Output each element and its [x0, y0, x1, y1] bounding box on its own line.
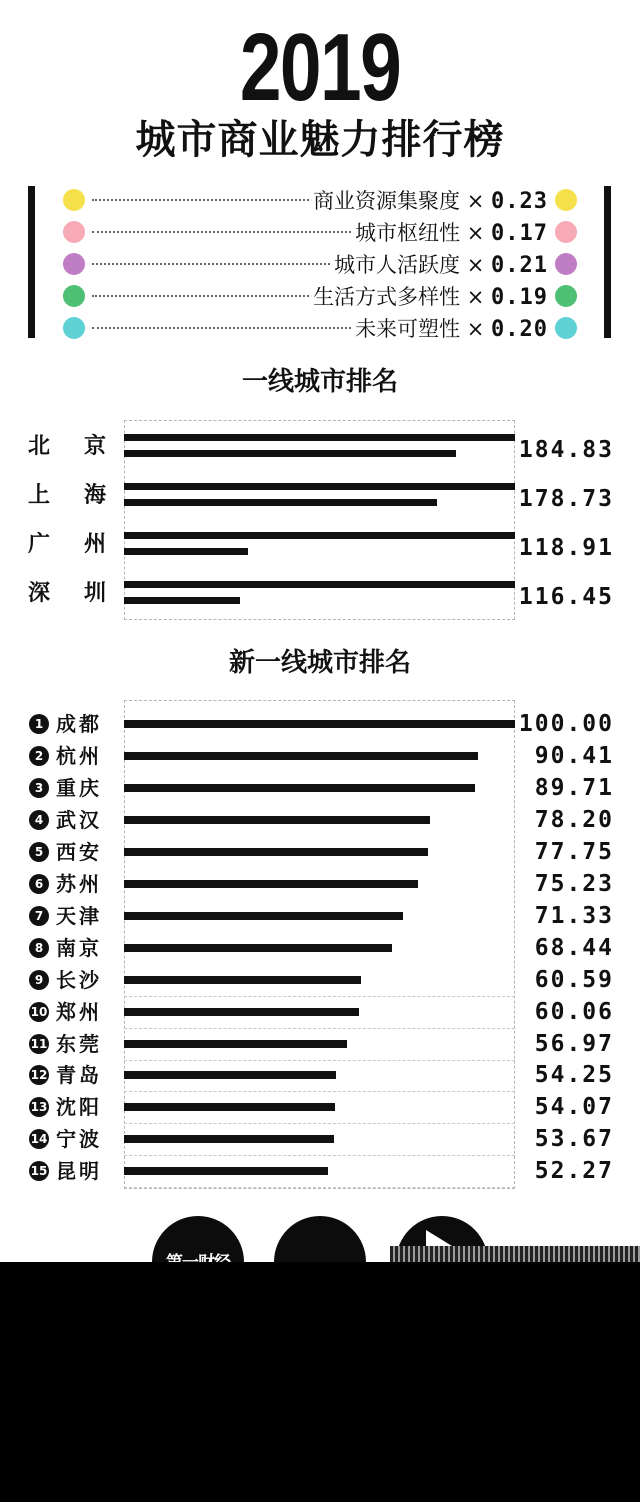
score-value: 100.00: [518, 711, 614, 737]
multiply-sign: ×: [460, 189, 492, 213]
row-gridline: [124, 1060, 515, 1061]
legend-label: [334, 250, 548, 280]
legend-factor: 未来可塑性: [355, 317, 461, 341]
score-bar: [124, 912, 403, 920]
score-bar: [124, 1008, 359, 1016]
score-bar-excess: [124, 548, 248, 555]
rank-badge: 10: [29, 1002, 49, 1022]
score-value: 54.07: [534, 1094, 614, 1121]
legend-dot-left: [63, 253, 85, 275]
score-value: 60.59: [534, 966, 614, 993]
legend-dot-right: [555, 285, 577, 307]
legend-leader: [92, 199, 309, 201]
rank-badge: 3: [29, 778, 49, 798]
row-gridline: [124, 1187, 515, 1188]
city-label: 苏州: [56, 871, 102, 896]
rank-badge: 13: [29, 1097, 49, 1117]
rank-badge: 4: [29, 810, 49, 830]
tier1-chart-title: 一线城市排名: [241, 367, 398, 397]
score-value: 75.23: [534, 870, 614, 897]
legend-leader: [92, 231, 351, 233]
score-bar: [124, 720, 515, 728]
legend-weight: 0.20: [491, 317, 548, 342]
rank-badge: 9: [29, 970, 49, 990]
city-label: 成都: [56, 712, 102, 736]
rank-badge: 11: [29, 1034, 49, 1054]
legend-factor: 商业资源集聚度: [313, 189, 461, 213]
year-heading: 2019: [239, 14, 401, 121]
score-value: 89.71: [534, 774, 614, 801]
score-bar: [124, 1040, 347, 1048]
legend-factor: 生活方式多样性: [313, 285, 461, 309]
legend-label: [313, 186, 548, 216]
legend-weight: 0.21: [491, 253, 548, 278]
legend-row: [0, 282, 640, 314]
score-value: 56.97: [534, 1030, 614, 1057]
row-gridline: [124, 1091, 515, 1092]
rank-badge: 14: [29, 1129, 49, 1149]
black-footer: [0, 1262, 640, 1502]
city-label: 深 圳: [28, 581, 106, 606]
legend-leader: [92, 295, 309, 297]
score-bar: [124, 880, 418, 888]
city-label: 武汉: [56, 807, 102, 832]
score-bar-full: [124, 532, 515, 539]
score-value: 68.44: [534, 934, 614, 961]
score-bar-excess: [124, 597, 240, 604]
score-bar: [124, 752, 478, 760]
glitch-strip: [390, 1246, 640, 1262]
multiply-sign: ×: [460, 285, 492, 309]
city-label: 东莞: [56, 1031, 102, 1056]
legend-label: [355, 314, 548, 344]
legend-dot-right: [555, 221, 577, 243]
city-label: 西安: [56, 839, 102, 864]
score-bar: [124, 1135, 334, 1143]
rank-badge: 5: [29, 842, 49, 862]
score-bar: [124, 784, 475, 792]
page-title: 城市商业魅力排行榜: [135, 117, 505, 163]
legend-leader: [92, 327, 351, 329]
legend-weight: 0.17: [491, 221, 548, 246]
legend-leader: [92, 263, 330, 265]
score-bar: [124, 816, 430, 824]
new-tier1-chart-title: 新一线城市排名: [228, 648, 411, 678]
city-label: 郑州: [56, 999, 102, 1024]
score-bar: [124, 944, 392, 952]
score-bar-excess: [124, 450, 456, 457]
legend-dot-right: [555, 189, 577, 211]
score-value: 178.73: [518, 486, 614, 512]
multiply-sign: ×: [460, 221, 492, 245]
city-label: 宁波: [56, 1127, 102, 1152]
city-label: 广 州: [28, 532, 106, 557]
legend-label: [355, 218, 548, 248]
legend-dot-left: [63, 285, 85, 307]
score-bar-full: [124, 434, 515, 441]
rank-badge: 6: [29, 874, 49, 894]
city-label: 天津: [56, 903, 102, 928]
score-bar: [124, 1103, 335, 1111]
legend-row: [0, 186, 640, 218]
score-value: 53.67: [534, 1126, 614, 1153]
row-gridline: [124, 1155, 515, 1156]
city-label: 北 京: [28, 434, 106, 459]
legend-dot-left: [63, 221, 85, 243]
score-value: 78.20: [534, 806, 614, 833]
multiply-sign: ×: [460, 317, 492, 341]
new-tier1-ranking-chart: [0, 700, 640, 1195]
rank-badge: 8: [29, 938, 49, 958]
legend-row: [0, 250, 640, 282]
multiply-sign: ×: [460, 253, 492, 277]
city-label: 南京: [56, 935, 102, 960]
legend-weight: 0.23: [491, 189, 548, 214]
tier1-ranking-chart: [0, 420, 640, 625]
legend-dot-right: [555, 253, 577, 275]
row-gridline: [124, 1028, 515, 1029]
legend-factor: 城市枢纽性: [355, 221, 461, 245]
rank-badge: 1: [29, 714, 49, 734]
score-value: 90.41: [534, 742, 614, 769]
rank-badge: 7: [29, 906, 49, 926]
city-label: 重庆: [56, 775, 102, 800]
score-value: 118.91: [518, 535, 614, 561]
legend-row: [0, 218, 640, 250]
row-gridline: [124, 1123, 515, 1124]
city-label: 上 海: [28, 483, 106, 508]
city-label: 青岛: [56, 1063, 102, 1088]
legend-label: [313, 282, 548, 312]
rank-badge: 2: [29, 746, 49, 766]
score-bar: [124, 848, 428, 856]
legend-dot-right: [555, 317, 577, 339]
score-value: 77.75: [534, 838, 614, 865]
score-value: 184.83: [518, 437, 614, 463]
score-value: 71.33: [534, 902, 614, 929]
legend-dot-left: [63, 189, 85, 211]
score-bar-excess: [124, 499, 437, 506]
score-value: 116.45: [518, 584, 614, 610]
score-value: 54.25: [534, 1062, 614, 1089]
score-bar: [124, 1167, 328, 1175]
city-label: 昆明: [56, 1159, 102, 1184]
score-value: 52.27: [534, 1158, 614, 1185]
score-bar: [124, 976, 361, 984]
score-bar: [124, 1071, 336, 1079]
weight-legend: [0, 186, 640, 342]
score-value: 60.06: [534, 998, 614, 1025]
score-bar-full: [124, 581, 515, 588]
legend-dot-left: [63, 317, 85, 339]
legend-weight: 0.19: [491, 285, 548, 310]
city-label: 长沙: [56, 967, 102, 992]
rank-badge: 12: [29, 1065, 49, 1085]
city-label: 杭州: [56, 743, 102, 768]
legend-factor: 城市人活跃度: [334, 253, 461, 277]
city-label: 沈阳: [56, 1095, 102, 1120]
score-bar-full: [124, 483, 515, 490]
legend-row: [0, 314, 640, 346]
row-gridline: [124, 996, 515, 997]
rank-badge: 15: [29, 1161, 49, 1181]
